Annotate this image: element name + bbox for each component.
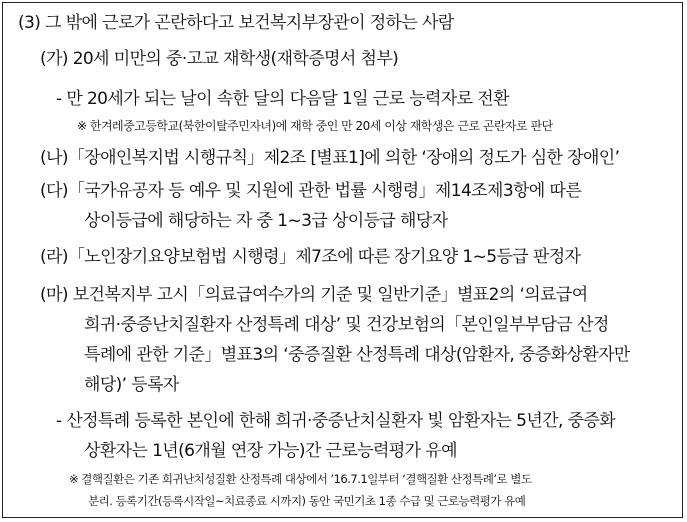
item-ga-note: - 만 20세가 되는 날이 속한 달의 다음달 1일 근로 능력자로 전환 xyxy=(56,89,509,109)
item-ga-remark: ※ 한겨레중고등학교(북한이탈주민자녀)에 재학 중인 만 20세 이상 재학생은 근로 곤란자로 판단 xyxy=(77,119,553,133)
item-ma-note-cont: 상환자는 1년(6개월 연장 가능)간 근로능력평가 유예 xyxy=(84,441,457,461)
item-ma: (마) 보건복지부 고시「의료급여수가의 기준 및 일반기준」별표2의 ‘의료급여 xyxy=(40,285,588,305)
item-da: (다)「국가유공자 등 예우 및 지원에 관한 법률 시행령」제14조제3항에 따른 xyxy=(40,181,582,201)
item-ra: (라)「노인장기요양보험법 시행령」제7조에 따른 장기요양 1~5등급 판정자 xyxy=(40,247,581,267)
item-na: (나)「장애인복지법 시행규칙」제2조 [별표1]에 의한 ‘장애의 정도가 심한 장애인’ xyxy=(40,148,620,168)
section-heading: (3) 그 밖에 근로가 곤란하다고 보건복지부장관이 정하는 사람 xyxy=(18,13,454,33)
item-ma-note: - 산정특례 등록한 본인에 한해 희귀·중증난치실환자 빛 암환자는 5년간, 중증화 xyxy=(56,411,616,431)
item-ma-cont-2: 특례에 관한 기준」별표3의 ‘중증질환 산정특례 대상(암환자, 중증화상환자만 xyxy=(84,345,630,365)
item-ma-cont-1: 희귀·중증난치질환자 산정특례 대상’ 및 건강보험의「본인일부부담금 산정 xyxy=(84,315,609,335)
item-ga: (가) 20세 미만의 중·고교 재학생(재학증명서 첨부) xyxy=(40,49,399,69)
item-ma-remark: ※ 결핵질환은 기존 희귀난치성질환 산정특례 대상에서 ’16.7.1일부터 ‘결핵질환 산정특례’로 별도 xyxy=(69,472,532,486)
item-ma-remark-cont: 분리. 등록기간(등록시작일~치료종료 시까지) 동안 국민기초 1종 수급 및 근로능력평가 유예 xyxy=(88,494,526,508)
item-da-cont: 상이등급에 해당하는 자 중 1~3급 상이등급 해당자 xyxy=(84,211,448,231)
item-ma-cont-3: 해당)’ 등록자 xyxy=(84,375,179,395)
